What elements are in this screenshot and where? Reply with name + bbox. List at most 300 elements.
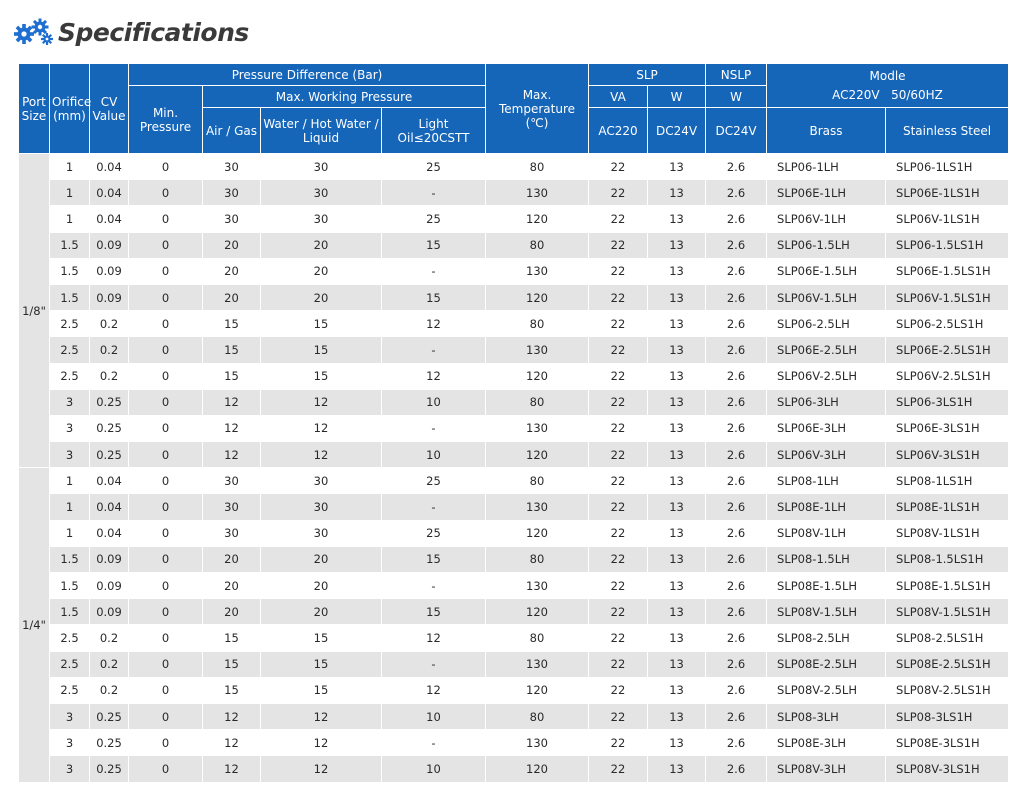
- cv-value-cell: 0.25: [90, 389, 129, 415]
- orifice-cell: 3: [50, 730, 90, 756]
- min-pressure-cell: 0: [129, 494, 203, 520]
- orifice-cell: 3: [50, 389, 90, 415]
- va-cell: 22: [589, 677, 648, 703]
- water-cell: 15: [261, 363, 382, 389]
- va-cell: 22: [589, 363, 648, 389]
- va-cell: 22: [589, 180, 648, 206]
- w-slp-cell: 13: [648, 415, 706, 441]
- min-pressure-cell: 0: [129, 258, 203, 284]
- max-temp-cell: 120: [486, 756, 589, 782]
- orifice-cell: 1.5: [50, 573, 90, 599]
- light-oil-cell: 12: [382, 625, 486, 651]
- stainless-model-cell: SLP06E-3LS1H: [886, 415, 1009, 441]
- cv-value-cell: 0.2: [90, 677, 129, 703]
- brass-model-cell: SLP08E-3LH: [767, 730, 886, 756]
- w-nslp-cell: 2.6: [706, 363, 767, 389]
- water-cell: 20: [261, 573, 382, 599]
- cv-value-cell: 0.09: [90, 599, 129, 625]
- header-dc24v-slp: DC24V: [648, 108, 706, 154]
- water-cell: 15: [261, 311, 382, 337]
- stainless-model-cell: SLP08-3LS1H: [886, 703, 1009, 729]
- min-pressure-cell: 0: [129, 389, 203, 415]
- max-temp-cell: 130: [486, 730, 589, 756]
- water-cell: 20: [261, 599, 382, 625]
- w-nslp-cell: 2.6: [706, 442, 767, 468]
- water-cell: 12: [261, 442, 382, 468]
- w-slp-cell: 13: [648, 730, 706, 756]
- cv-value-cell: 0.2: [90, 625, 129, 651]
- max-temp-cell: 130: [486, 494, 589, 520]
- orifice-cell: 3: [50, 442, 90, 468]
- va-cell: 22: [589, 337, 648, 363]
- water-cell: 12: [261, 389, 382, 415]
- w-slp-cell: 13: [648, 311, 706, 337]
- max-temp-cell: 80: [486, 546, 589, 572]
- table-row: [19, 651, 1009, 677]
- table-row: [19, 337, 1009, 363]
- air-gas-cell: 20: [203, 258, 261, 284]
- cv-value-cell: 0.09: [90, 258, 129, 284]
- va-cell: 22: [589, 154, 648, 180]
- water-cell: 30: [261, 494, 382, 520]
- w-nslp-cell: 2.6: [706, 599, 767, 625]
- cv-value-cell: 0.04: [90, 468, 129, 494]
- w-nslp-cell: 2.6: [706, 494, 767, 520]
- light-oil-cell: 15: [382, 599, 486, 625]
- air-gas-cell: 20: [203, 599, 261, 625]
- air-gas-cell: 15: [203, 363, 261, 389]
- air-gas-cell: 30: [203, 180, 261, 206]
- header-w-nslp: W: [706, 86, 767, 108]
- brass-model-cell: SLP06-1LH: [767, 154, 886, 180]
- light-oil-cell: 25: [382, 154, 486, 180]
- brass-model-cell: SLP06E-3LH: [767, 415, 886, 441]
- va-cell: 22: [589, 206, 648, 232]
- w-slp-cell: 13: [648, 756, 706, 782]
- w-nslp-cell: 2.6: [706, 180, 767, 206]
- w-slp-cell: 13: [648, 651, 706, 677]
- light-oil-cell: -: [382, 258, 486, 284]
- port-size-cell: 1/4": [19, 468, 50, 782]
- header-modle-label: Modle: [869, 69, 906, 83]
- w-slp-cell: 13: [648, 180, 706, 206]
- va-cell: 22: [589, 258, 648, 284]
- air-gas-cell: 12: [203, 389, 261, 415]
- w-nslp-cell: 2.6: [706, 284, 767, 310]
- w-slp-cell: 13: [648, 232, 706, 258]
- va-cell: 22: [589, 730, 648, 756]
- w-slp-cell: 13: [648, 677, 706, 703]
- w-slp-cell: 13: [648, 546, 706, 572]
- water-cell: 15: [261, 651, 382, 677]
- air-gas-cell: 15: [203, 677, 261, 703]
- stainless-model-cell: SLP06E-1.5LS1H: [886, 258, 1009, 284]
- w-nslp-cell: 2.6: [706, 703, 767, 729]
- light-oil-cell: -: [382, 573, 486, 599]
- max-temp-cell: 120: [486, 520, 589, 546]
- w-nslp-cell: 2.6: [706, 206, 767, 232]
- brass-model-cell: SLP08V-2.5LH: [767, 677, 886, 703]
- max-temp-cell: 130: [486, 573, 589, 599]
- w-nslp-cell: 2.6: [706, 546, 767, 572]
- brass-model-cell: SLP06-2.5LH: [767, 311, 886, 337]
- min-pressure-cell: 0: [129, 468, 203, 494]
- table-row: [19, 389, 1009, 415]
- cv-value-cell: 0.2: [90, 337, 129, 363]
- table-row: [19, 703, 1009, 729]
- va-cell: 22: [589, 703, 648, 729]
- orifice-cell: 3: [50, 703, 90, 729]
- va-cell: 22: [589, 573, 648, 599]
- brass-model-cell: SLP06E-1LH: [767, 180, 886, 206]
- stainless-model-cell: SLP06E-2.5LS1H: [886, 337, 1009, 363]
- max-temp-cell: 120: [486, 363, 589, 389]
- header-modle-sub: AC220V 50/60HZ: [832, 88, 943, 102]
- w-slp-cell: 13: [648, 206, 706, 232]
- max-temp-cell: 130: [486, 651, 589, 677]
- orifice-cell: 1: [50, 180, 90, 206]
- orifice-cell: 2.5: [50, 363, 90, 389]
- air-gas-cell: 15: [203, 625, 261, 651]
- max-temp-cell: 120: [486, 599, 589, 625]
- min-pressure-cell: 0: [129, 311, 203, 337]
- cv-value-cell: 0.09: [90, 232, 129, 258]
- port-size-cell: 1/8": [19, 154, 50, 468]
- stainless-model-cell: SLP08V-3LS1H: [886, 756, 1009, 782]
- va-cell: 22: [589, 468, 648, 494]
- orifice-cell: 1: [50, 206, 90, 232]
- orifice-cell: 1: [50, 468, 90, 494]
- light-oil-cell: -: [382, 415, 486, 441]
- max-temp-cell: 80: [486, 625, 589, 651]
- table-row: [19, 546, 1009, 572]
- air-gas-cell: 20: [203, 573, 261, 599]
- header-slp: SLP: [589, 64, 706, 86]
- header-ac220: AC220: [589, 108, 648, 154]
- orifice-cell: 1: [50, 154, 90, 180]
- air-gas-cell: 30: [203, 520, 261, 546]
- min-pressure-cell: 0: [129, 520, 203, 546]
- orifice-cell: 2.5: [50, 651, 90, 677]
- w-nslp-cell: 2.6: [706, 520, 767, 546]
- cv-value-cell: 0.25: [90, 415, 129, 441]
- water-cell: 30: [261, 180, 382, 206]
- air-gas-cell: 20: [203, 546, 261, 572]
- table-row: [19, 494, 1009, 520]
- va-cell: 22: [589, 415, 648, 441]
- min-pressure-cell: 0: [129, 599, 203, 625]
- light-oil-cell: 12: [382, 677, 486, 703]
- max-temp-cell: 130: [486, 415, 589, 441]
- w-slp-cell: 13: [648, 389, 706, 415]
- min-pressure-cell: 0: [129, 651, 203, 677]
- water-cell: 30: [261, 206, 382, 232]
- w-nslp-cell: 2.6: [706, 756, 767, 782]
- table-row: [19, 599, 1009, 625]
- max-temp-cell: 130: [486, 337, 589, 363]
- air-gas-cell: 30: [203, 206, 261, 232]
- stainless-model-cell: SLP06V-1.5LS1H: [886, 284, 1009, 310]
- air-gas-cell: 30: [203, 468, 261, 494]
- min-pressure-cell: 0: [129, 363, 203, 389]
- spec-table: [18, 63, 1009, 783]
- orifice-cell: 3: [50, 756, 90, 782]
- orifice-cell: 1.5: [50, 284, 90, 310]
- water-cell: 20: [261, 258, 382, 284]
- header-orifice: Orifice (mm): [50, 64, 90, 154]
- water-cell: 15: [261, 625, 382, 651]
- w-nslp-cell: 2.6: [706, 389, 767, 415]
- table-row: [19, 206, 1009, 232]
- min-pressure-cell: 0: [129, 415, 203, 441]
- header-cv-value: CV Value: [90, 64, 129, 154]
- max-temp-cell: 130: [486, 258, 589, 284]
- brass-model-cell: SLP06E-2.5LH: [767, 337, 886, 363]
- min-pressure-cell: 0: [129, 625, 203, 651]
- orifice-cell: 2.5: [50, 337, 90, 363]
- water-cell: 30: [261, 468, 382, 494]
- orifice-cell: 1.5: [50, 232, 90, 258]
- table-row: [19, 677, 1009, 703]
- min-pressure-cell: 0: [129, 206, 203, 232]
- light-oil-cell: 12: [382, 311, 486, 337]
- va-cell: 22: [589, 232, 648, 258]
- water-cell: 12: [261, 415, 382, 441]
- stainless-model-cell: SLP08-1.5LS1H: [886, 546, 1009, 572]
- va-cell: 22: [589, 389, 648, 415]
- orifice-cell: 2.5: [50, 311, 90, 337]
- max-temp-cell: 120: [486, 677, 589, 703]
- min-pressure-cell: 0: [129, 677, 203, 703]
- water-cell: 12: [261, 756, 382, 782]
- w-nslp-cell: 2.6: [706, 677, 767, 703]
- w-nslp-cell: 2.6: [706, 573, 767, 599]
- stainless-model-cell: SLP08E-2.5LS1H: [886, 651, 1009, 677]
- min-pressure-cell: 0: [129, 756, 203, 782]
- w-slp-cell: 13: [648, 599, 706, 625]
- air-gas-cell: 20: [203, 284, 261, 310]
- min-pressure-cell: 0: [129, 442, 203, 468]
- w-nslp-cell: 2.6: [706, 311, 767, 337]
- light-oil-cell: 10: [382, 389, 486, 415]
- va-cell: 22: [589, 599, 648, 625]
- light-oil-cell: 15: [382, 284, 486, 310]
- brass-model-cell: SLP08E-1.5LH: [767, 573, 886, 599]
- brass-model-cell: SLP06V-1LH: [767, 206, 886, 232]
- cv-value-cell: 0.04: [90, 494, 129, 520]
- stainless-model-cell: SLP08E-1LS1H: [886, 494, 1009, 520]
- stainless-model-cell: SLP08V-2.5LS1H: [886, 677, 1009, 703]
- orifice-cell: 1: [50, 494, 90, 520]
- stainless-model-cell: SLP06E-1LS1H: [886, 180, 1009, 206]
- max-temp-cell: 120: [486, 442, 589, 468]
- water-cell: 20: [261, 546, 382, 572]
- air-gas-cell: 12: [203, 442, 261, 468]
- cv-value-cell: 0.09: [90, 573, 129, 599]
- light-oil-cell: 12: [382, 363, 486, 389]
- air-gas-cell: 12: [203, 730, 261, 756]
- min-pressure-cell: 0: [129, 573, 203, 599]
- water-cell: 15: [261, 337, 382, 363]
- cv-value-cell: 0.2: [90, 651, 129, 677]
- max-temp-cell: 80: [486, 468, 589, 494]
- table-row: [19, 284, 1009, 310]
- brass-model-cell: SLP06V-1.5LH: [767, 284, 886, 310]
- min-pressure-cell: 0: [129, 154, 203, 180]
- w-slp-cell: 13: [648, 520, 706, 546]
- stainless-model-cell: SLP06-1.5LS1H: [886, 232, 1009, 258]
- header-max-working-pressure: Max. Working Pressure: [203, 86, 486, 108]
- stainless-model-cell: SLP06-3LS1H: [886, 389, 1009, 415]
- max-temp-cell: 130: [486, 180, 589, 206]
- min-pressure-cell: 0: [129, 337, 203, 363]
- stainless-model-cell: SLP08-1LS1H: [886, 468, 1009, 494]
- water-cell: 15: [261, 677, 382, 703]
- air-gas-cell: 12: [203, 756, 261, 782]
- cv-value-cell: 0.04: [90, 206, 129, 232]
- light-oil-cell: 25: [382, 206, 486, 232]
- w-nslp-cell: 2.6: [706, 337, 767, 363]
- stainless-model-cell: SLP06-2.5LS1H: [886, 311, 1009, 337]
- light-oil-cell: 10: [382, 703, 486, 729]
- table-row: [19, 442, 1009, 468]
- header-pressure-difference: Pressure Difference (Bar): [129, 64, 486, 86]
- va-cell: 22: [589, 546, 648, 572]
- header-max-temperature: Max. Temperature (℃): [486, 64, 589, 154]
- w-slp-cell: 13: [648, 468, 706, 494]
- va-cell: 22: [589, 520, 648, 546]
- water-cell: 12: [261, 703, 382, 729]
- table-row: [19, 520, 1009, 546]
- max-temp-cell: 80: [486, 389, 589, 415]
- header-w-slp: W: [648, 86, 706, 108]
- brass-model-cell: SLP08-3LH: [767, 703, 886, 729]
- table-row: [19, 258, 1009, 284]
- cv-value-cell: 0.25: [90, 730, 129, 756]
- va-cell: 22: [589, 756, 648, 782]
- cv-value-cell: 0.09: [90, 284, 129, 310]
- air-gas-cell: 20: [203, 232, 261, 258]
- header-stainless-steel: Stainless Steel: [886, 108, 1009, 154]
- min-pressure-cell: 0: [129, 546, 203, 572]
- cv-value-cell: 0.2: [90, 311, 129, 337]
- brass-model-cell: SLP06V-3LH: [767, 442, 886, 468]
- w-slp-cell: 13: [648, 442, 706, 468]
- brass-model-cell: SLP06V-2.5LH: [767, 363, 886, 389]
- cv-value-cell: 0.04: [90, 154, 129, 180]
- va-cell: 22: [589, 651, 648, 677]
- page-title: Specifications: [58, 17, 249, 47]
- water-cell: 20: [261, 284, 382, 310]
- w-slp-cell: 13: [648, 573, 706, 599]
- w-slp-cell: 13: [648, 494, 706, 520]
- w-nslp-cell: 2.6: [706, 415, 767, 441]
- orifice-cell: 1.5: [50, 258, 90, 284]
- table-row: [19, 180, 1009, 206]
- header-modle: [767, 64, 1009, 108]
- stainless-model-cell: SLP06-1LS1H: [886, 154, 1009, 180]
- orifice-cell: 2.5: [50, 677, 90, 703]
- cv-value-cell: 0.25: [90, 703, 129, 729]
- brass-model-cell: SLP08E-2.5LH: [767, 651, 886, 677]
- w-slp-cell: 13: [648, 284, 706, 310]
- w-nslp-cell: 2.6: [706, 625, 767, 651]
- stainless-model-cell: SLP08E-1.5LS1H: [886, 573, 1009, 599]
- va-cell: 22: [589, 494, 648, 520]
- brass-model-cell: SLP08V-1.5LH: [767, 599, 886, 625]
- cv-value-cell: 0.04: [90, 180, 129, 206]
- table-row: [19, 730, 1009, 756]
- air-gas-cell: 15: [203, 311, 261, 337]
- light-oil-cell: -: [382, 730, 486, 756]
- table-row: [19, 154, 1009, 180]
- light-oil-cell: 15: [382, 232, 486, 258]
- air-gas-cell: 12: [203, 415, 261, 441]
- table-row: [19, 415, 1009, 441]
- header-min-pressure: Min. Pressure: [129, 86, 203, 154]
- light-oil-cell: 10: [382, 756, 486, 782]
- va-cell: 22: [589, 625, 648, 651]
- water-cell: 30: [261, 520, 382, 546]
- stainless-model-cell: SLP06V-2.5LS1H: [886, 363, 1009, 389]
- brass-model-cell: SLP06-3LH: [767, 389, 886, 415]
- w-nslp-cell: 2.6: [706, 468, 767, 494]
- orifice-cell: 3: [50, 415, 90, 441]
- w-slp-cell: 13: [648, 703, 706, 729]
- w-slp-cell: 13: [648, 258, 706, 284]
- header-brass: Brass: [767, 108, 886, 154]
- light-oil-cell: -: [382, 337, 486, 363]
- va-cell: 22: [589, 284, 648, 310]
- header-water-hot-water: Water / Hot Water / Liquid: [261, 108, 382, 154]
- air-gas-cell: 15: [203, 337, 261, 363]
- table-row: [19, 573, 1009, 599]
- title-bar: [14, 14, 249, 50]
- orifice-cell: 1: [50, 520, 90, 546]
- brass-model-cell: SLP08-1.5LH: [767, 546, 886, 572]
- light-oil-cell: 25: [382, 520, 486, 546]
- max-temp-cell: 120: [486, 206, 589, 232]
- max-temp-cell: 80: [486, 154, 589, 180]
- light-oil-cell: -: [382, 180, 486, 206]
- water-cell: 30: [261, 154, 382, 180]
- w-nslp-cell: 2.6: [706, 258, 767, 284]
- cv-value-cell: 0.09: [90, 546, 129, 572]
- table-row: [19, 232, 1009, 258]
- min-pressure-cell: 0: [129, 703, 203, 729]
- header-air-gas: Air / Gas: [203, 108, 261, 154]
- table-row: [19, 468, 1009, 494]
- cv-value-cell: 0.25: [90, 756, 129, 782]
- w-nslp-cell: 2.6: [706, 232, 767, 258]
- min-pressure-cell: 0: [129, 284, 203, 310]
- header-dc24v-nslp: DC24V: [706, 108, 767, 154]
- cv-value-cell: 0.25: [90, 442, 129, 468]
- stainless-model-cell: SLP06V-3LS1H: [886, 442, 1009, 468]
- light-oil-cell: 25: [382, 468, 486, 494]
- light-oil-cell: 15: [382, 546, 486, 572]
- table-row: [19, 311, 1009, 337]
- header-va: VA: [589, 86, 648, 108]
- orifice-cell: 1.5: [50, 546, 90, 572]
- light-oil-cell: -: [382, 494, 486, 520]
- brass-model-cell: SLP08E-1LH: [767, 494, 886, 520]
- brass-model-cell: SLP06-1.5LH: [767, 232, 886, 258]
- brass-model-cell: SLP06E-1.5LH: [767, 258, 886, 284]
- header-port-size: Port Size: [19, 64, 50, 154]
- min-pressure-cell: 0: [129, 180, 203, 206]
- light-oil-cell: 10: [382, 442, 486, 468]
